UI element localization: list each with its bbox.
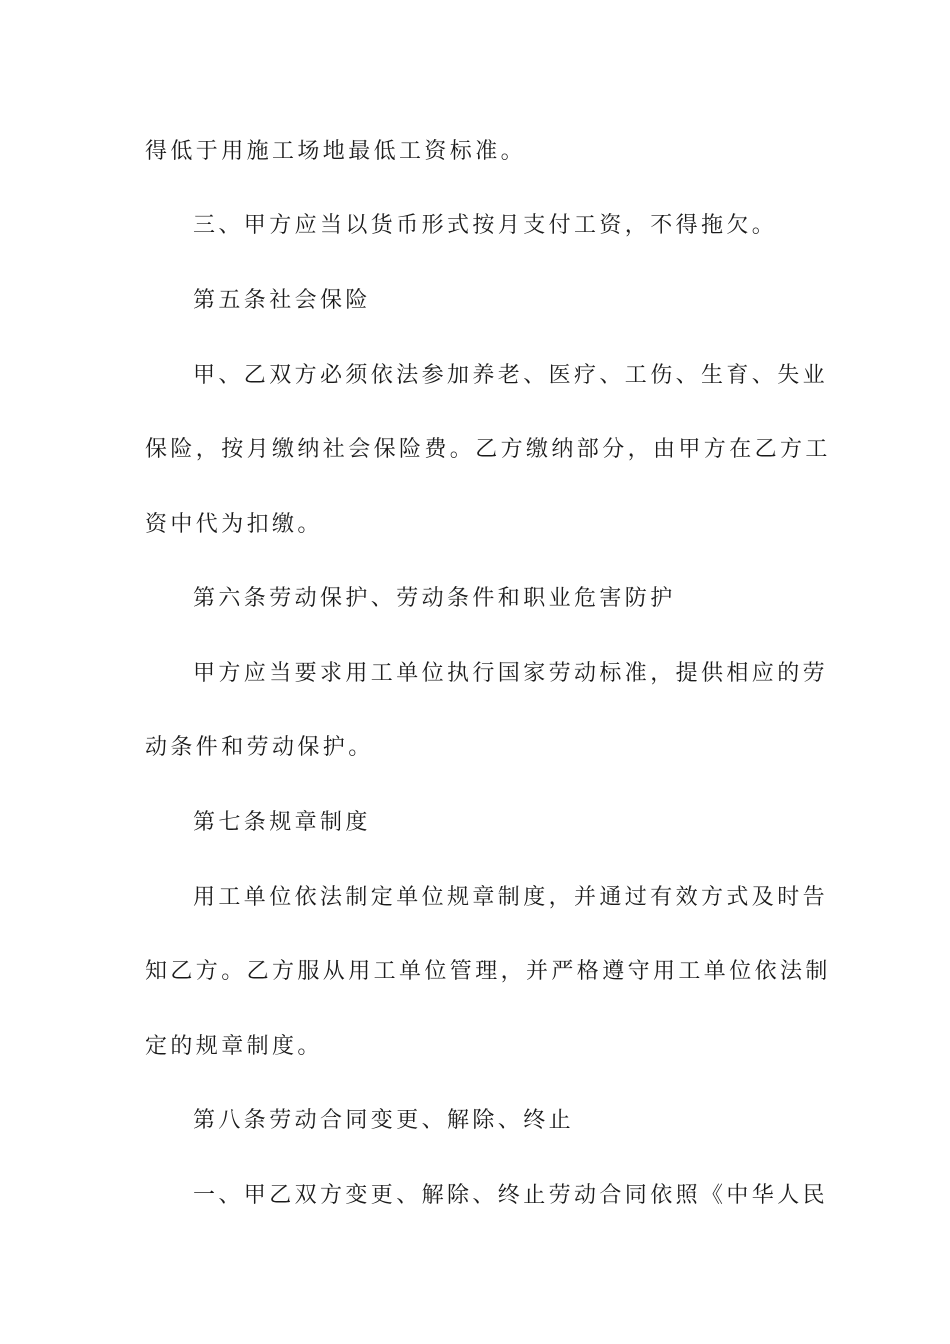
paragraph-line: 定的规章制度。	[145, 1034, 323, 1059]
section-heading-article-8: 第八条劳动合同变更、解除、终止	[193, 1108, 575, 1133]
section-heading-article-6: 第六条劳动保护、劳动条件和职业危害防护	[193, 586, 676, 611]
paragraph-line: 甲方应当要求用工单位执行国家劳动标准，提供相应的劳	[193, 661, 829, 686]
section-heading-article-7: 第七条规章制度	[193, 810, 371, 835]
paragraph-line: 用工单位依法制定单位规章制度，并通过有效方式及时告	[193, 885, 829, 910]
paragraph-line: 保险，按月缴纳社会保险费。乙方缴纳部分，由甲方在乙方工	[145, 437, 831, 462]
paragraph-line: 资中代为扣缴。	[145, 512, 323, 537]
paragraph-line-wage-payment: 三、甲方应当以货币形式按月支付工资，不得拖欠。	[193, 213, 778, 238]
paragraph-line: 一、甲乙双方变更、解除、终止劳动合同依照《中华人民	[193, 1183, 829, 1208]
paragraph-line: 知乙方。乙方服从用工单位管理，并严格遵守用工单位依法制	[145, 959, 831, 984]
paragraph-line: 动条件和劳动保护。	[145, 735, 374, 760]
section-heading-article-5: 第五条社会保险	[193, 288, 371, 313]
paragraph-line: 甲、乙双方必须依法参加养老、医疗、工伤、生育、失业	[193, 363, 829, 388]
paragraph-continuation-line: 得低于用施工场地最低工资标准。	[145, 139, 527, 164]
